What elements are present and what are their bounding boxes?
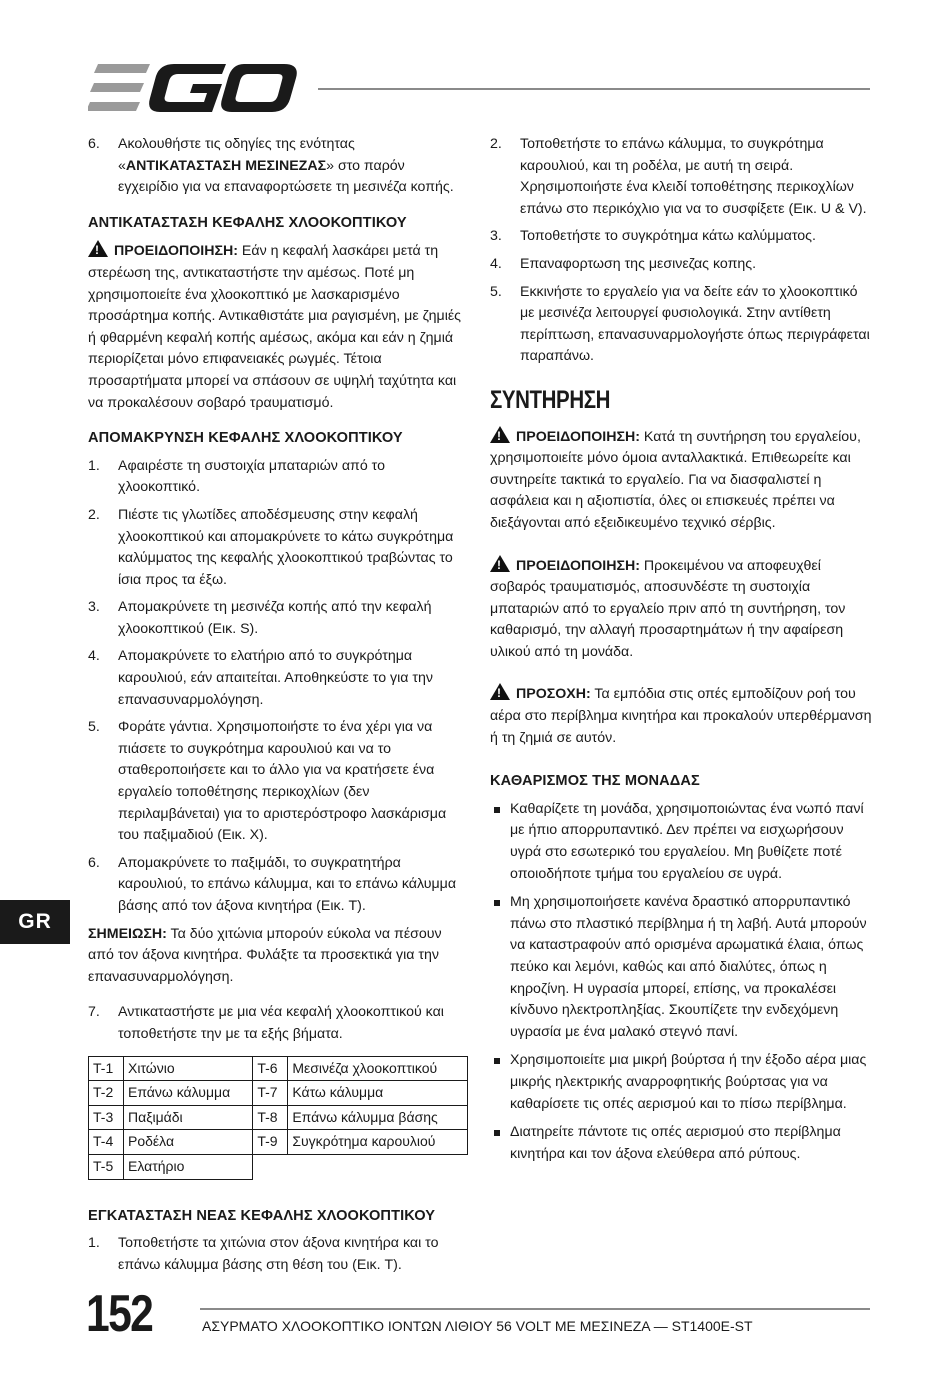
step-number: 3. xyxy=(88,599,100,616)
ego-logo xyxy=(88,62,298,114)
left-column xyxy=(88,134,468,1282)
part-name: Κάτω κάλυμμα xyxy=(288,1081,468,1106)
list-item xyxy=(88,646,468,711)
part-code: T-2 xyxy=(89,1081,124,1106)
part-name: Επάνω κάλυμμα xyxy=(124,1081,253,1106)
step-text: Πιέστε τις γλωτίδες αποδέσμευσης στην κεφαλή χλοοκοπτικού και απομακρύνετε το κάτω συγκρότημα καλύμματος της κεφαλής χλοοκοπτικού τραβώντας το ίσια προς τα έξω. xyxy=(118,506,454,588)
bullet-text: Μη χρησιμοποιήσετε κανένα δραστικό απορρυπαντικό πάνω στο πλαστικό περίβλημα ή τη λαβή. Αυτά μπορούν να καταστραφούν από ορισμένα αρωματικά έλαια, όπως πεύκο και λεμόνι, καθώς και από διαλύτες, όπως η κηροζίνη. Η υγρασία μπορεί, επίσης, να προκαλέσει κίνδυνο ηλεκτροπληξίας. Σκουπίζετε την ενδεχόμενη υγρασία με ένα μαλακό στεγνό πανί. xyxy=(510,894,867,1040)
list-item xyxy=(88,597,468,640)
list-item xyxy=(490,799,872,885)
list-item xyxy=(88,505,468,591)
step-number: 2. xyxy=(88,506,100,523)
part-name: Μεσινέζα χλοοκοπτικού xyxy=(288,1056,468,1081)
step-link-text: ΑΝΤΙΚΑΤΑΣΤΑΣΗ ΜΕΣΙΝΕΖΑΣ xyxy=(125,157,327,174)
part-code: T-9 xyxy=(253,1130,288,1155)
step-number: 5. xyxy=(490,283,502,300)
bullet-square-icon xyxy=(490,799,510,885)
table-row xyxy=(89,1081,468,1106)
step-text: Απομακρύνετε το παξιμάδι, το συγκρατητήρα καρουλιού, το επάνω κάλυμμα, και το επάνω κάλυμμα βάσης από τον άξονα κινητήρα (Εικ. T). xyxy=(118,854,457,914)
cleaning-bullets-list xyxy=(490,799,872,1166)
list-item xyxy=(490,282,872,368)
list-item xyxy=(490,892,872,1043)
step-number: 5. xyxy=(88,719,100,736)
step-number: 6. xyxy=(88,136,100,152)
list-item xyxy=(490,1050,872,1115)
part-name: Συγκρότημα καρουλιού xyxy=(288,1130,468,1155)
table-row xyxy=(89,1056,468,1081)
warning-paragraph xyxy=(490,555,872,664)
section-heading-cleaning: ΚΑΘΑΡΙΣΜΟΣ ΤΗΣ ΜΟΝΑΔΑΣ xyxy=(490,773,700,790)
page-number: 152 xyxy=(86,1285,153,1343)
section-heading-replace-head: ΑΝΤΙΚΑΤΑΣΤΑΣΗ ΚΕΦΑΛΗΣ ΧΛΟΟΚΟΠΤΙΚΟΥ xyxy=(88,214,407,231)
list-item xyxy=(490,226,872,248)
bullet-square-icon xyxy=(490,1122,510,1165)
list-item xyxy=(88,134,468,199)
bullet-square-icon xyxy=(490,1050,510,1115)
warning-icon xyxy=(88,240,108,257)
list-item xyxy=(88,1233,468,1276)
warning-label: ΠΡΟΕΙΔΟΠΟΙΗΣΗ: xyxy=(516,557,640,574)
step-text: Απομακρύνετε τη μεσινέζα κοπής από την κεφαλή χλοοκοπτικού (Εικ. S). xyxy=(118,599,432,637)
step-text: Επαναφορτωση της μεσινεζας κοπης. xyxy=(520,255,757,272)
step-text: Τοποθετήστε το επάνω κάλυμμα, το συγκρότημα καρουλιού, και τη ροδέλα, με αυτή τη σειρά. Χρησιμοποιήστε ένα κλειδί τοποθέτησης περικοχλίων επάνω στο περικόχλιο για να το συσφίξετε (Εικ. U & V). xyxy=(520,136,867,217)
header-rule xyxy=(318,88,870,90)
list-item xyxy=(490,254,872,276)
bullet-text: Χρησιμοποιείτε μια μικρή βούρτσα ή την έξοδο αέρα μιας μικρής ηλεκτρικής αναρροφητικής βούρτσας για να καθαρίσετε τις οπές αερισμού και το πίσω περίβλημα. xyxy=(510,1052,867,1112)
list-item xyxy=(490,134,872,220)
step-number: 3. xyxy=(490,228,502,245)
bullet-square-icon xyxy=(490,892,510,1043)
step-text: Φοράτε γάντια. Χρησιμοποιήστε το ένα χέρι για να πιάσετε το συγκρότημα καρουλιού και να το σταθεροποιήσετε και το άλλο για να κρατήσετε ένα εργαλείο τοποθέτησης περικοχλίων (δεν περιλαμβάνεται) για το αριστερόστροφο λασκάρισμα του παξιμαδιού (Εικ. X). xyxy=(118,719,447,844)
caution-text: Τα εμπόδια στις οπές εμποδίζουν ροή του αέρα στο περίβλημα κινητήρα και προκαλούν υπερθέρμανση ή τη ζημιά σε αυτόν. xyxy=(490,686,872,746)
removal-steps-list xyxy=(88,456,468,918)
step-number: 1. xyxy=(88,457,100,474)
caution-icon xyxy=(490,683,510,700)
warning-paragraph xyxy=(490,426,872,535)
part-code: T-4 xyxy=(89,1130,124,1155)
table-row xyxy=(89,1154,468,1179)
warning-icon xyxy=(490,555,510,572)
list-item xyxy=(88,1002,468,1045)
warning-text: Εάν η κεφαλή λασκάρει μετά τη στερέωση της, αντικαταστήστε την αμέσως. Ποτέ μη χρησιμοποιείτε ένα χλοοκοπτικό με λασκαρισμένο προσάρτημα κοπής. Αντικαθιστάτε μια ραγισμένη, με ζημιές ή φθαρμένη κεφαλή κοπής αμέσως, ακόμα και εάν η ζημιά περιορίζεται μόνο επιφανειακές ρωγμές. Τέτοια προσαρτήματα μπορεί να σπάσουν σε υψηλή ταχύτητα και να προκαλέσουν σοβαρό τραυματισμό. xyxy=(88,243,462,411)
step-number: 4. xyxy=(88,648,100,665)
list-item xyxy=(88,853,468,918)
warning-label: ΠΡΟΕΙΔΟΠΟΙΗΣΗ: xyxy=(114,243,238,260)
part-code: T-7 xyxy=(253,1081,288,1106)
list-item xyxy=(88,456,468,499)
caution-label: ΠΡΟΣΟΧΗ: xyxy=(516,686,591,703)
bullet-text: Καθαρίζετε τη μονάδα, χρησιμοποιώντας ένα νωπό πανί με ήπιο απορρυπαντικό. Δεν πρέπει να εισχωρήσουν υγρά στο εσωτερικό του εργαλείου. Μη βυθίζετε ποτέ οποιοδήποτε τμήμα του εργαλείου σε υγρά. xyxy=(510,800,864,882)
footer-rule xyxy=(200,1308,870,1310)
part-code: T-3 xyxy=(89,1105,124,1130)
part-name: Ροδέλα xyxy=(124,1130,253,1155)
step-text: Αντικαταστήστε με μια νέα κεφαλή χλοοκοπτικού και τοποθετήστε την με τα εξής βήματα. xyxy=(118,1004,444,1042)
section-title-maintenance: ΣΥΝΤΗΡΗΣΗ xyxy=(490,385,611,414)
step-text: Τοποθετήστε τα χιτώνια στον άξονα κινητήρα και το επάνω κάλυμμα βάσης στη θέση του (Εικ. T). xyxy=(118,1235,439,1273)
install-steps-list xyxy=(490,134,872,368)
step-text: » στο παρόν εγχειρίδιο για να επαναφορτώσετε τη μεσινέζα κοπής. xyxy=(118,157,454,196)
table-row xyxy=(89,1130,468,1155)
part-name: Επάνω κάλυμμα βάσης xyxy=(288,1105,468,1130)
step-text: Τοποθετήστε το συγκρότημα κάτω καλύμματος. xyxy=(520,228,816,245)
part-code: T-6 xyxy=(253,1056,288,1081)
footer-title: ΑΣΥΡΜΑΤΟ ΧΛΟΟΚΟΠΤΙΚΟ ΙΟΝΤΩΝ ΛΙΘΙΟΥ 56 VOLT ΜΕ ΜΕΣΙΝΕΖΑ — ST1400E-ST xyxy=(202,1318,753,1334)
warning-text: Κατά τη συντήρηση του εργαλείου, χρησιμοποιείτε μόνο όμοια ανταλλακτικά. Επιθεωρείτε και συντηρείτε τακτικά το εργαλείο. Για να διασφαλιστεί η ασφάλεια και η αξιοπιστία, όλες οι επισκευές πρέπει να διεξάγονται από εξειδικευμένο τεχνικό σέρβις. xyxy=(490,428,861,531)
step-text: Απομακρύνετε το ελατήριο από το συγκρότημα καρουλιού, εάν απαιτείται. Αποθηκεύστε το για την επανασυναρμολόγηση. xyxy=(118,648,434,708)
part-name: Παξιμάδι xyxy=(124,1105,253,1130)
step-number: 4. xyxy=(490,255,502,272)
step-number: 7. xyxy=(88,1004,100,1021)
step-text: Ακολουθήστε τις οδηγίες της ενότητας « xyxy=(118,136,355,174)
table-row xyxy=(89,1105,468,1130)
warning-paragraph xyxy=(88,240,468,414)
part-code: T-5 xyxy=(89,1154,124,1179)
list-item xyxy=(88,717,468,847)
note-text: Τα δύο χιτώνια μπορούν εύκολα να πέσουν από τον άξονα κινητήρα. Φυλάξτε τα προσεκτικά για την επανασυναρμολόγηση. xyxy=(88,925,442,985)
part-name: Χιτώνιο xyxy=(124,1056,253,1081)
part-code: T-8 xyxy=(253,1105,288,1130)
step-number: 6. xyxy=(88,854,100,871)
warning-icon xyxy=(490,426,510,443)
section-heading-remove-head: ΑΠΟΜΑΚΡΥΝΣΗ ΚΕΦΑΛΗΣ ΧΛΟΟΚΟΠΤΙΚΟΥ xyxy=(88,430,403,447)
bullet-text: Διατηρείτε πάντοτε τις οπές αερισμού στο περίβλημα κινητήρα και τον άξονα ελεύθερα από ρύπους. xyxy=(510,1124,841,1162)
warning-label: ΠΡΟΕΙΔΟΠΟΙΗΣΗ: xyxy=(516,428,640,445)
step-text: Εκκινήστε το εργαλείο για να δείτε εάν το χλοοκοπτικό με μεσινέζα λειτουργεί φυσιολογικά. Στην αντίθετη περίπτωση, επανασυναρμολογήστε όπως περιγράφεται παραπάνω. xyxy=(520,283,870,365)
caution-paragraph xyxy=(490,683,872,749)
empty-cell xyxy=(253,1154,468,1179)
section-heading-install-head: ΕΓΚΑΤΑΣΤΑΣΗ ΝΕΑΣ ΚΕΦΑΛΗΣ ΧΛΟΟΚΟΠΤΙΚΟΥ xyxy=(88,1207,436,1224)
step-number: 2. xyxy=(490,136,502,152)
note-label: ΣΗΜΕΙΩΣΗ: xyxy=(88,925,167,942)
parts-table xyxy=(88,1056,468,1180)
list-item xyxy=(490,1122,872,1165)
step-text: Αφαιρέστε τη συστοιχία μπαταριών από το χλοοκοπτικό. xyxy=(118,457,385,496)
part-code: T-1 xyxy=(89,1056,124,1081)
note-paragraph xyxy=(88,924,468,989)
warning-text: Προκειμένου να αποφευχθεί σοβαρός τραυματισμός, αποσυνδέστε τη συστοιχία μπαταριών από το εργαλείο πριν από τη συντήρηση, τον καθαρισμό, την αλλαγή προσαρτημάτων ή την αφαίρεση υλικού από τη μονάδα. xyxy=(490,557,846,660)
language-tab: GR xyxy=(0,900,70,944)
step-number: 1. xyxy=(88,1235,100,1252)
part-name: Ελατήριο xyxy=(124,1154,253,1179)
right-column xyxy=(490,134,872,1172)
